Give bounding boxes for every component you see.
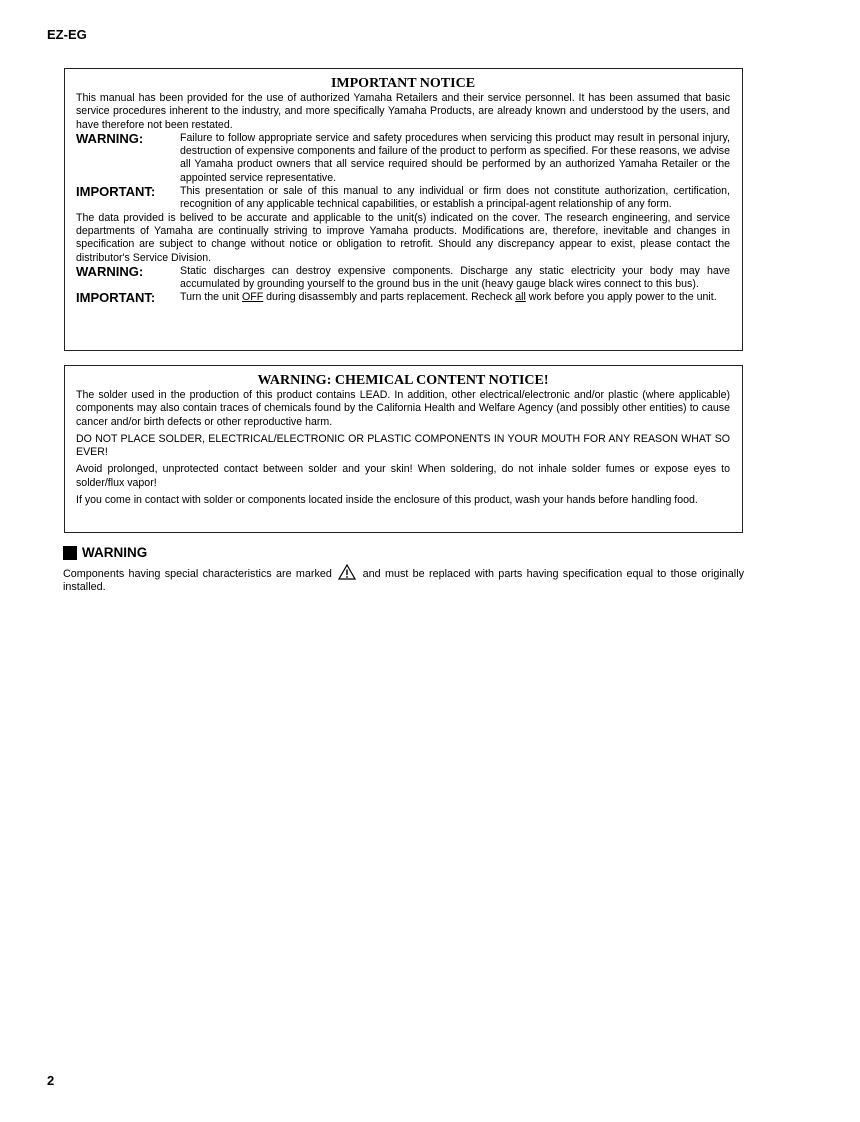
warning-text-before: Components having special characteristics are marked xyxy=(63,568,337,580)
component-warning-section xyxy=(63,544,744,594)
warning-text-after: and must be replaced with parts having specification equal to those originally installed. xyxy=(63,568,744,593)
chemical-para-mouth: DO NOT PLACE SOLDER, ELECTRICAL/ELECTRONIC OR PLASTIC COMPONENTS IN YOUR MOUTH FOR ANY REASON WHAT SO EVER! xyxy=(76,432,730,459)
warning-row-service xyxy=(76,132,730,185)
warning-body xyxy=(63,564,744,594)
important-notice-box xyxy=(64,68,743,351)
important-notice-title: IMPORTANT NOTICE xyxy=(330,76,476,91)
important-row-presentation xyxy=(76,185,730,212)
warning-service-text: Failure to follow appropriate service and safety procedures when servicing this product may result in personal injury, destruction of expensive components and failure of the product to perform as specified. For these reasons, we advise all Yamaha product owners that all service required should be performed by an authorized Yamaha Retailer or the appointed service representative. xyxy=(180,131,730,184)
important-label: IMPORTANT: xyxy=(76,290,156,306)
important-presentation-text: This presentation or sale of this manual to any individual or firm does not constitute authorization, certification, recognition of any applicable technical capabilities, or establish a principal-agent relationship of any form. xyxy=(180,185,730,211)
page-number: 2 xyxy=(47,1073,55,1088)
power-text-post: work before you apply power to the unit. xyxy=(525,291,717,304)
data-accuracy-paragraph: The data provided is belived to be accurate and applicable to the unit(s) indicated on the cover. The research engineering, and service departments of Yamaha are continually striving to improve Yamaha products. Modifications are, therefore, inevitable and changes in specification are subject to change without notice or obligation to retrofit. Should any discrepancy appear to exist, please contact the distributor's Service Division. xyxy=(76,211,730,264)
warning-heading xyxy=(63,544,744,562)
important-row-power xyxy=(76,291,730,305)
power-text-mid: during disassembly and parts replacement. Recheck xyxy=(263,291,516,304)
power-text-pre: Turn the unit xyxy=(180,291,243,304)
warning-row-static xyxy=(76,265,730,292)
all-underlined: all xyxy=(515,291,526,304)
chemical-para-wash: If you come in contact with solder or components located inside the enclosure of this product, wash your hands before handling food. xyxy=(76,494,698,507)
important-power-text xyxy=(180,291,730,305)
important-label: IMPORTANT: xyxy=(76,184,156,200)
chemical-notice-title: WARNING: CHEMICAL CONTENT NOTICE! xyxy=(257,373,549,388)
off-underlined: OFF xyxy=(242,291,264,304)
important-notice-intro: This manual has been provided for the use of authorized Yamaha Retailers and their service personnel. It has been assumed that basic service procedures inherent to the industry, and more specifically Yamaha Products, are already known and understood by the users, and have therefore not been restated. xyxy=(76,92,730,131)
warning-static-text: Static discharges can destroy expensive components. Discharge any static electricity your body may have accumulated by grounding yourself to the ground bus in the unit (heavy gauge black wires connect to this bus). xyxy=(180,264,730,291)
warning-label: WARNING: xyxy=(76,130,144,146)
warning-heading-text: WARNING xyxy=(82,545,148,560)
model-header: EZ-EG xyxy=(47,27,87,42)
chemical-para-contact: Avoid prolonged, unprotected contact between solder and your skin! When soldering, do not inhale solder fumes or expose eyes to solder/flux vapor! xyxy=(76,463,730,489)
warning-label: WARNING: xyxy=(76,263,144,279)
caution-triangle-icon xyxy=(338,564,356,580)
chemical-notice-box xyxy=(64,365,743,533)
chemical-para-lead: The solder used in the production of this product contains LEAD. In addition, other electrical/electronic and/or plastic (where applicable) components may also contain traces of chemicals found by the California Health and Welfare Agency (and possibly other entities) to cause cancer and/or birth defects or other reproductive harm. xyxy=(76,389,730,428)
black-square-icon xyxy=(63,546,77,560)
